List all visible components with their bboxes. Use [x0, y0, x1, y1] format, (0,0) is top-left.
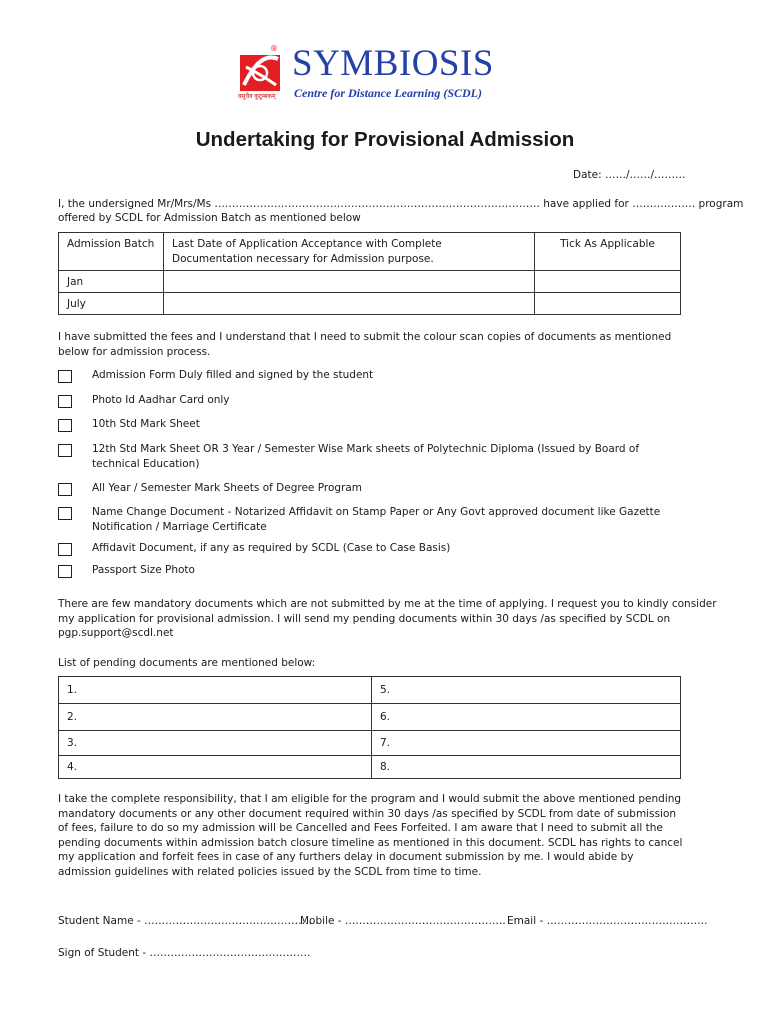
batch-jan: Jan — [59, 271, 164, 293]
email-field[interactable]: Email - ………………………………………. — [507, 915, 708, 927]
checkbox-doc-2[interactable] — [58, 395, 72, 408]
date-line[interactable]: Date: ……/……/……… — [573, 169, 686, 181]
pending-cell[interactable]: 2. — [59, 704, 372, 731]
doc-item-1: Admission Form Duly filled and signed by the student — [92, 369, 374, 381]
responsibility-text: I take the complete responsibility, that I am eligible for the program and I would submit the above mentioned pending mandatory documents or any other document required within 30 days /as specified by SCDL from date of submission of fees, failure to do so my admission will be Cancelled and Fees Forfeited. I am aware that I need to submit all the pending documents within admission batch closure timeline as mentioned in this document. SCDL has rights to cancel my application and forfeit fees in case of any furthers delay in document submission by me. I would abide by admission guidelines with related policies issued by the SCDL from time to time. — [58, 793, 683, 878]
checkbox-doc-7[interactable] — [58, 543, 72, 556]
checkbox-doc-1[interactable] — [58, 370, 72, 383]
mobile-field[interactable]: Mobile - ………………………………………. — [300, 915, 506, 927]
symbiosis-logo-icon — [238, 45, 286, 95]
tick-header: Tick As Applicable — [535, 233, 681, 271]
checkbox-doc-8[interactable] — [58, 565, 72, 578]
pending-cell[interactable]: 7. — [372, 731, 681, 756]
doc-item-4: 12th Std Mark Sheet OR 3 Year / Semester Wise Mark sheets of Polytechnic Diploma (Issued by Board of technical Education) — [92, 443, 640, 470]
page-title: Undertaking for Provisional Admission — [195, 128, 575, 151]
intro-line-2: offered by SCDL for Admission Batch as mentioned below — [58, 212, 361, 224]
signature-field[interactable]: Sign of Student - ………………………………………. — [58, 947, 311, 959]
batch-jan-date-cell[interactable] — [164, 271, 535, 293]
pending-table — [58, 676, 681, 779]
doc-item-5: All Year / Semester Mark Sheets of Degree Program — [92, 482, 363, 494]
registered-mark: ® — [270, 44, 278, 53]
checkbox-doc-3[interactable] — [58, 419, 72, 432]
checkbox-doc-4[interactable] — [58, 444, 72, 457]
doc-item-8: Passport Size Photo — [92, 564, 195, 576]
doc-item-2: Photo Id Aadhar Card only — [92, 394, 230, 406]
logo-subtitle: Centre for Distance Learning (SCDL) — [294, 86, 483, 100]
fees-text: I have submitted the fees and I understand that I need to submit the colour scan copies of documents as mentioned below for admission process. — [58, 331, 672, 358]
batch-jan-tick-cell[interactable] — [535, 271, 681, 293]
logo-tagline: वसुधैव कुटुम्बकम् — [238, 93, 276, 100]
checkbox-doc-6[interactable] — [58, 507, 72, 520]
batch-july-date-cell[interactable] — [164, 293, 535, 315]
pending-cell[interactable]: 5. — [372, 677, 681, 704]
pending-label: List of pending documents are mentioned below: — [58, 657, 316, 669]
last-date-header: Last Date of Application Acceptance with Complete Documentation necessary for Admission purpose. — [164, 233, 535, 271]
batch-july-tick-cell[interactable] — [535, 293, 681, 315]
pending-cell[interactable]: 6. — [372, 704, 681, 731]
doc-item-3: 10th Std Mark Sheet — [92, 418, 200, 430]
intro-line-1: I, the undersigned Mr/Mrs/Ms ………………………………………………………………………………… have applied for ……………… program — [58, 198, 744, 210]
doc-item-7: Affidavit Document, if any as required by SCDL (Case to Case Basis) — [92, 542, 451, 554]
student-name-field[interactable]: Student Name - ………………………………………… — [58, 915, 313, 927]
logo-name: SYMBIOSIS — [292, 43, 494, 84]
pending-cell[interactable]: 1. — [59, 677, 372, 704]
checkbox-doc-5[interactable] — [58, 483, 72, 496]
mandatory-text: There are few mandatory documents which are not submitted by me at the time of applying. I request you to kindly consider my application for provisional admission. I will send my pending documents within 30 days /as specified by SCDL on pgp.support@scdl.net — [58, 598, 717, 639]
batch-table — [58, 232, 681, 315]
pending-cell[interactable]: 3. — [59, 731, 372, 756]
batch-july: July — [59, 293, 164, 315]
pending-cell[interactable]: 4. — [59, 756, 372, 779]
pending-cell[interactable]: 8. — [372, 756, 681, 779]
doc-item-6: Name Change Document - Notarized Affidavit on Stamp Paper or Any Govt approved document like Gazette Notification / Marriage Certificate — [92, 506, 661, 533]
batch-header: Admission Batch — [59, 233, 164, 271]
